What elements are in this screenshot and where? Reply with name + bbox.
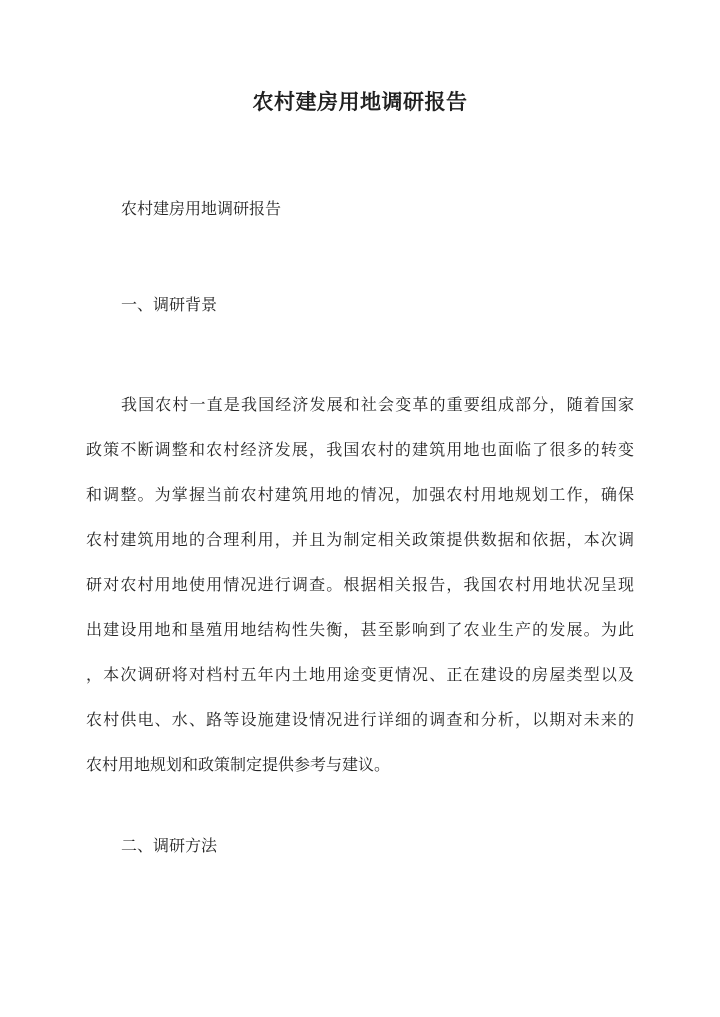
paragraph-line: 和调整。为掌握当前农村建筑用地的情况，加强农村用地规划工作，确保 — [86, 485, 634, 504]
paragraph-line: 农村用地规划和政策制定提供参考与建议。 — [86, 755, 391, 774]
paragraph-line: 农村建筑用地的合理利用，并且为制定相关政策提供数据和依据，本次调 — [86, 530, 634, 549]
section-background-paragraph — [86, 382, 634, 787]
document-title: 农村建房用地调研报告 — [252, 89, 468, 114]
paragraph-line: 研对农村用地使用情况进行调查。根据相关报告，我国农村用地状况呈现 — [86, 575, 634, 594]
section-heading-background: 一、调研背景 — [121, 295, 218, 314]
paragraph-line: 我国农村一直是我国经济发展和社会变革的重要组成部分，随着国家 — [121, 395, 634, 414]
document-subtitle: 农村建房用地调研报告 — [121, 199, 282, 218]
paragraph-line: ，本次调研将对档村五年内土地用途变更情况、正在建设的房屋类型以及 — [86, 665, 634, 684]
paragraph-line: 政策不断调整和农村经济发展，我国农村的建筑用地也面临了很多的转变 — [86, 440, 634, 459]
paragraph-line: 出建设用地和垦殖用地结构性失衡，甚至影响到了农业生产的发展。为此 — [86, 620, 634, 639]
section-heading-method: 二、调研方法 — [121, 836, 218, 855]
paragraph-line: 农村供电、水、路等设施建设情况进行详细的调查和分析，以期对未来的 — [86, 710, 634, 729]
